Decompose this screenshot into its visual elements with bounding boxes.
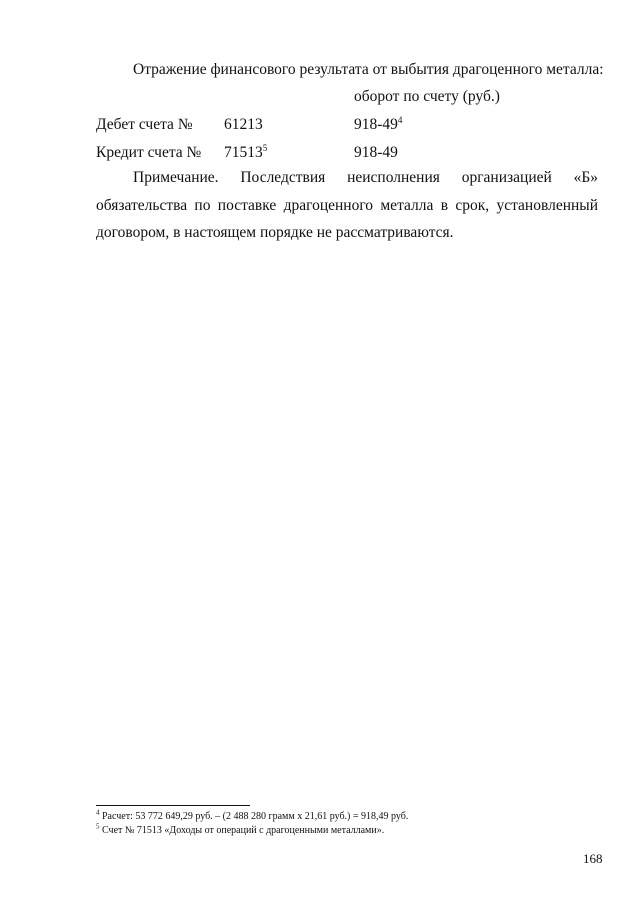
debit-account-number: 61213 xyxy=(224,116,263,133)
debit-entry-row xyxy=(96,116,556,138)
footnote-5 xyxy=(96,824,408,838)
section-heading: Отражение финансового результата от выбытия драгоценного металла: xyxy=(133,61,604,78)
footnote-mark-5: 5 xyxy=(262,142,268,153)
footnotes xyxy=(96,810,408,838)
debit-amount xyxy=(354,116,402,134)
footnote-5-text: Счет № 71513 «Доходы от операций с драгоценными металлами». xyxy=(102,825,385,836)
credit-entry-row xyxy=(96,144,556,166)
footnote-separator xyxy=(96,805,250,806)
footnote-4 xyxy=(96,810,408,824)
debit-label: Дебет счета № xyxy=(96,116,193,133)
footnote-5-mark: 5 xyxy=(96,822,100,831)
page-number: 168 xyxy=(583,851,603,866)
credit-account-number xyxy=(224,144,267,162)
footnote-4-text: Расчет: 53 772 649,29 руб. – (2 488 280 грамм х 21,61 руб.) = 918,49 руб. xyxy=(102,811,409,822)
credit-account-value: 71513 xyxy=(224,144,263,161)
debit-amount-value: 918-49 xyxy=(354,116,398,133)
credit-label: Кредит счета № xyxy=(96,144,202,161)
note-paragraph: Примечание. Последствия неисполнения организацией «Б» обязательства по поставке драгоценного металла в срок, установленный договором, в настоящем порядке не рассматриваются. xyxy=(96,169,598,241)
credit-amount: 918-49 xyxy=(354,144,398,161)
footnote-4-mark: 4 xyxy=(96,808,100,817)
footnote-mark-4: 4 xyxy=(397,114,403,125)
turnover-column-label: оборот по счету (руб.) xyxy=(354,88,500,105)
